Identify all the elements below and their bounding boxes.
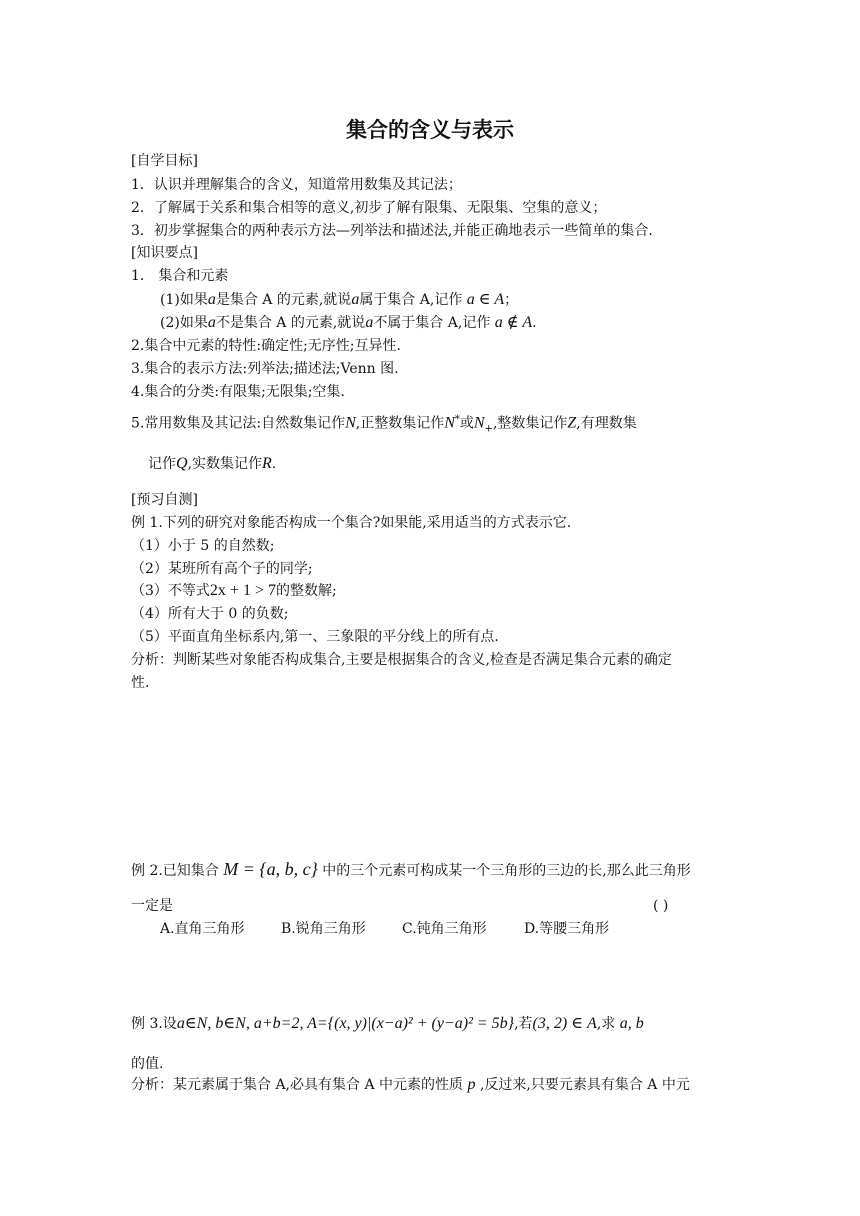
example-3 xyxy=(131,1014,644,1034)
text-run: 例 2.已知集合 xyxy=(131,863,219,879)
text-run: 的整数解; xyxy=(275,583,337,599)
example-1-item: （2）某班所有高个子的同学; xyxy=(131,561,313,577)
math-var: a xyxy=(365,314,374,331)
text-run: 分析：某元素属于集合 A,必具有集合 A 中元素的性质 xyxy=(131,1077,464,1093)
math-expression: a∈N, b∈N, a+b=2, A={(x, y)|(x−a)² + (y−a)² = 5b} xyxy=(176,1015,515,1032)
page-title: 集合的含义与表示 xyxy=(346,118,514,142)
text-run: 中的三个元素可构成某一个三角形的三边的长,那么此三角形 xyxy=(322,863,691,879)
section-heading-preview: [预习自测] xyxy=(131,492,198,508)
text-run: . xyxy=(532,315,537,331)
example-3-cont: 的值. xyxy=(131,1056,164,1072)
math-var: a xyxy=(207,291,216,308)
text-run: (2)如果 xyxy=(160,315,208,331)
math-var: R xyxy=(262,455,272,472)
example-1-item: （1）小于 5 的自然数; xyxy=(131,538,275,554)
text-run: 不是集合 A 的元素,就说 xyxy=(215,315,366,331)
text-run: ； xyxy=(504,292,519,308)
math-var: N xyxy=(473,414,485,432)
knowledge-point-5-line1 xyxy=(131,410,637,439)
knowledge-point-2: 2.集合中元素的特性:确定性;无序性;互异性. xyxy=(131,338,401,354)
knowledge-point-1b xyxy=(160,313,537,333)
option-a: A.直角三角形 xyxy=(160,921,245,937)
goal-item: 3．初步掌握集合的两种表示方法—列举法和描述法,并能正确地表示一些简单的集合. xyxy=(131,223,653,239)
math-expression: a ∉ A xyxy=(494,314,533,331)
knowledge-point-4: 4.集合的分类:有限集;无限集;空集. xyxy=(131,384,345,400)
example-1: 例 1.下列的研究对象能否构成一个集合?如果能,采用适当的方式表示它. xyxy=(131,515,572,531)
math-var: p xyxy=(467,1076,476,1093)
math-var: N xyxy=(345,414,356,432)
text-run: ,有理数集 xyxy=(576,415,637,432)
math-var: Z xyxy=(567,414,577,432)
answer-blank: ( ) xyxy=(653,898,669,914)
example-2-cont: 一定是 xyxy=(131,898,173,914)
math-var: N xyxy=(444,414,455,432)
section-heading-knowledge: [知识要点] xyxy=(131,245,198,261)
math-var: a xyxy=(351,291,360,308)
example-2 xyxy=(131,859,691,881)
knowledge-point-1: 1． 集合和元素 xyxy=(131,268,229,284)
example-1-item: （4）所有大于 0 的负数; xyxy=(131,606,289,622)
text-run: 5.常用数集及其记法:自然数集记作 xyxy=(131,415,346,432)
example-3-analysis xyxy=(131,1075,690,1095)
text-run: (1)如果 xyxy=(160,292,208,308)
math-var: Q xyxy=(176,455,188,472)
text-run: . xyxy=(271,456,277,472)
example-1-analysis: 分析：判断某些对象能否构成集合,主要是根据集合的含义,检查是否满足集合元素的确定 xyxy=(131,652,672,668)
knowledge-point-3: 3.集合的表示方法:列举法;描述法;Venn 图. xyxy=(131,361,399,377)
example-1-item: （5）平面直角坐标系内,第一、三象限的平分线上的所有点. xyxy=(131,629,499,645)
text-run: 记作 xyxy=(148,456,176,472)
text-run: ,若 xyxy=(514,1016,533,1032)
subscript: + xyxy=(484,423,493,435)
text-run: ,求 xyxy=(596,1016,616,1032)
text-run: ,实数集记作 xyxy=(187,456,263,472)
text-run: 不属于集合 A,记作 xyxy=(373,315,491,331)
text-run: 或 xyxy=(459,415,474,432)
text-run: ,反过来,只要元素具有集合 A 中元 xyxy=(479,1077,690,1093)
option-b: B.锐角三角形 xyxy=(281,921,366,937)
text-run: 属于集合 A,记作 xyxy=(359,292,463,308)
option-d: D.等腰三角形 xyxy=(524,921,610,937)
text-run: ,正整数集记作 xyxy=(355,415,445,432)
math-var: a xyxy=(207,314,216,331)
option-c: C.钝角三角形 xyxy=(402,921,487,937)
text-run: （3）不等式 xyxy=(131,583,210,599)
goal-item: 2．了解属于关系和集合相等的意义,初步了解有限集、无限集、空集的意义； xyxy=(131,200,607,216)
example-1-item xyxy=(131,581,337,601)
math-expression: M = {a, b, c} xyxy=(223,859,318,879)
math-expression: a ∈ A xyxy=(466,291,505,308)
text-run: 是集合 A 的元素,就说 xyxy=(215,292,352,308)
knowledge-point-1a xyxy=(160,290,518,310)
text-run: 例 3.设 xyxy=(131,1016,177,1032)
math-var: a, b xyxy=(619,1015,644,1032)
math-expression: 2x + 1 > 7 xyxy=(209,582,276,599)
goal-item: 1．认识并理解集合的含义，知道常用数集及其记法； xyxy=(131,177,462,193)
example-1-analysis-cont: 性. xyxy=(131,675,150,691)
section-heading-goals: [自学目标] xyxy=(131,153,198,169)
knowledge-point-5-line2 xyxy=(148,454,276,474)
text-run: ,整数集记作 xyxy=(492,415,568,432)
math-expression: (3, 2) ∈ A xyxy=(532,1015,597,1032)
superscript: * xyxy=(454,414,460,425)
